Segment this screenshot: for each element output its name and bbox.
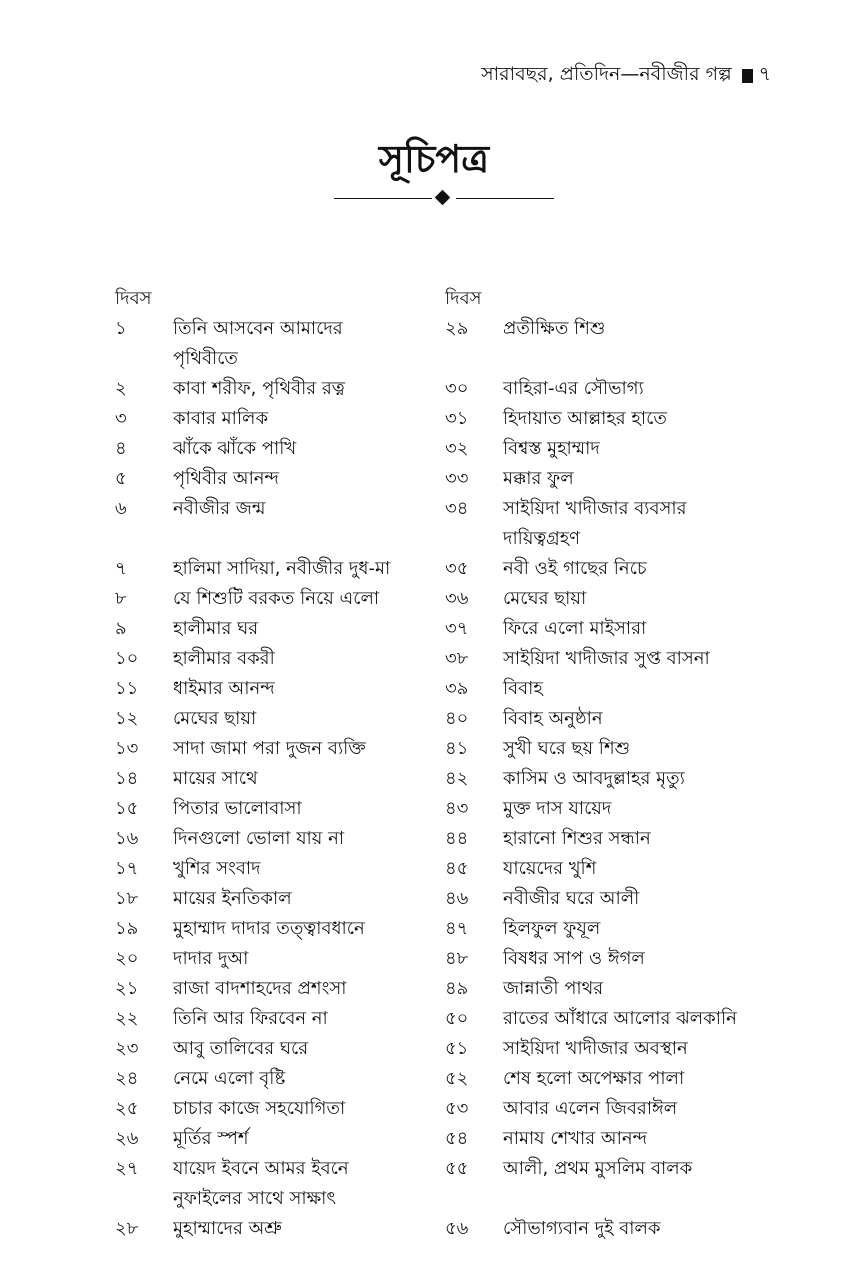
entry-title-line: দাদার দুআ [173, 948, 249, 969]
entry-title-line: সৌভাগ্যবান দুই বালক [503, 1218, 661, 1239]
entry-title [503, 1064, 775, 1094]
toc-entry [445, 1064, 775, 1094]
entry-title-line: হিদায়াত আল্লাহর হাতে [503, 408, 667, 429]
entry-title-line: সুখী ঘরে ছয় শিশু [503, 738, 631, 759]
toc-entry [115, 374, 445, 404]
toc-entry [445, 374, 775, 404]
entry-day-number: ১৯ [115, 918, 139, 939]
entry-title [503, 494, 775, 554]
entry-title-line: সাইয়িদা খাদীজার অবস্থান [503, 1038, 688, 1059]
entry-day-number: ১ [115, 318, 127, 339]
entry-day-number: ৫০ [445, 1008, 469, 1029]
entry-day-number: ৩৩ [445, 468, 469, 489]
running-title: সারাবছর, প্রতিদিন—নবীজীর গল্প [481, 63, 732, 85]
entry-day-number: ৩৫ [445, 558, 469, 579]
entry-title [503, 974, 775, 1004]
entry-title-line: মুহাম্মাদের অশ্রু [173, 1218, 282, 1239]
entry-title-line: ঝাঁকে ঝাঁকে পাখি [173, 438, 297, 459]
entry-day-number: ২৪ [115, 1068, 139, 1089]
entry-title-line: ফিরে এলো মাইসারা [503, 618, 647, 639]
page-title: সূচিপত্র [378, 137, 490, 181]
entry-day-number: ৭ [115, 558, 127, 579]
entry-title [503, 614, 775, 644]
entry-title [503, 704, 775, 734]
entry-title-line: শেষ হলো অপেক্ষার পালা [503, 1068, 685, 1089]
diamond-icon [435, 190, 451, 206]
toc-entry [115, 1154, 445, 1214]
entry-day-number: ৪৬ [445, 888, 469, 909]
page-number: ৭ [758, 63, 771, 85]
entry-day-number: ৩২ [445, 438, 469, 459]
toc-entry [115, 734, 445, 764]
title-ornament [334, 190, 554, 206]
toc-entry-list [115, 314, 445, 1244]
entry-day-number: ২৫ [115, 1098, 139, 1119]
entry-day-number: ১২ [115, 708, 139, 729]
entry-title [503, 764, 775, 794]
entry-title-line [503, 1184, 775, 1214]
entry-title-line: মায়ের সাথে [173, 768, 258, 789]
entry-title-line: পিতার ভালোবাসা [173, 798, 302, 819]
entry-day-number: ২৬ [115, 1128, 139, 1149]
entry-day-number: ৪৫ [445, 858, 469, 879]
entry-title-line: বিবাহ [503, 678, 543, 699]
entry-day-number: ১৪ [115, 768, 139, 789]
toc-entry [115, 464, 445, 494]
entry-title-line: প্রতীক্ষিত শিশু [503, 318, 606, 339]
toc-entry [445, 794, 775, 824]
toc-entry [445, 824, 775, 854]
toc-entry [115, 644, 445, 674]
entry-title [503, 1034, 775, 1064]
entry-day-number: ১৫ [115, 798, 139, 819]
entry-title-line: মুক্ত দাস যায়েদ [503, 798, 612, 819]
entry-title [173, 374, 445, 404]
ornament-rule-right [456, 198, 554, 199]
toc-entry [115, 674, 445, 704]
toc-entry [445, 914, 775, 944]
entry-title-line: হালীমার বকরী [173, 648, 275, 669]
entry-day-number: ১৮ [115, 888, 139, 909]
toc-entry [445, 554, 775, 584]
toc-entry [115, 554, 445, 584]
toc-entry [445, 1004, 775, 1034]
entry-day-number: ২৭ [115, 1158, 139, 1179]
entry-title [503, 734, 775, 764]
entry-title-line: তিনি আর ফিরবেন না [173, 1008, 328, 1029]
entry-title [173, 1094, 445, 1124]
toc-entry [115, 494, 445, 554]
entry-day-number: ৯ [115, 618, 127, 639]
entry-day-number: ৫৬ [445, 1218, 469, 1239]
entry-title-line: মেঘের ছায়া [503, 588, 587, 609]
entry-day-number: ৩ [115, 408, 127, 429]
entry-day-number: ১০ [115, 648, 139, 669]
entry-title-line: যায়েদের খুশি [503, 858, 597, 879]
entry-day-number: ৫২ [445, 1068, 469, 1089]
entry-day-number: ৩০ [445, 378, 469, 399]
entry-title-line [173, 524, 445, 554]
entry-title-line: জান্নাতী পাথর [503, 978, 604, 999]
entry-day-number: ৩৯ [445, 678, 469, 699]
toc-entry [115, 1094, 445, 1124]
entry-title-line: বিবাহ অনুষ্ঠান [503, 708, 603, 729]
entry-title-line [503, 344, 775, 374]
entry-day-number: ২৩ [115, 1038, 139, 1059]
entry-title [503, 644, 775, 674]
entry-title-line: কাবা শরীফ, পৃথিবীর রত্ন [173, 378, 345, 399]
toc-entry [115, 404, 445, 434]
entry-title [173, 404, 445, 434]
entry-title [503, 854, 775, 884]
entry-title [503, 584, 775, 614]
entry-title [503, 1154, 775, 1214]
entry-day-number: ১১ [115, 678, 139, 699]
entry-day-number: ৩৪ [445, 498, 469, 519]
entry-day-number: ২২ [115, 1008, 139, 1029]
toc-entry [445, 704, 775, 734]
entry-title [173, 824, 445, 854]
toc-entry [445, 404, 775, 434]
entry-title [173, 1034, 445, 1064]
entry-day-number: ২৯ [445, 318, 469, 339]
entry-day-number: ৩৬ [445, 588, 469, 609]
entry-title [173, 554, 445, 584]
toc-entry [115, 1124, 445, 1154]
toc-entry [115, 914, 445, 944]
entry-title-line: সাইয়িদা খাদীজার সুপ্ত বাসনা [503, 648, 710, 669]
entry-day-number: ২১ [115, 978, 139, 999]
toc-entry [445, 674, 775, 704]
entry-title [503, 1124, 775, 1154]
entry-title-line: হালিমা সাদিয়া, নবীজীর দুধ-মা [173, 558, 391, 579]
entry-day-number: ৪৩ [445, 798, 469, 819]
toc-entry [115, 1214, 445, 1244]
entry-title [173, 794, 445, 824]
entry-title [173, 974, 445, 1004]
toc-entry [115, 884, 445, 914]
entry-title-line: তিনি আসবেন আমাদের [173, 318, 343, 339]
toc-entry [115, 1034, 445, 1064]
entry-day-number: ৪ [115, 438, 127, 459]
entry-title-line: ধাইমার আনন্দ [173, 678, 275, 699]
ornament-rule-left [334, 198, 432, 199]
entry-title-line: মক্কার ফুল [503, 468, 574, 489]
entry-title [173, 704, 445, 734]
toc-entry [115, 794, 445, 824]
entry-title-line: চাচার কাজে সহযোগিতা [173, 1098, 346, 1119]
toc-column-left [115, 284, 445, 1244]
toc-entry [445, 854, 775, 884]
entry-title [503, 314, 775, 374]
entry-day-number: ৪২ [445, 768, 469, 789]
entry-day-number: ২৮ [115, 1218, 139, 1239]
entry-day-number: ৫৩ [445, 1098, 469, 1119]
entry-title [503, 374, 775, 404]
entry-title [503, 674, 775, 704]
entry-title-line: নামায শেখার আনন্দ [503, 1128, 648, 1149]
entry-title-line: পৃথিবীর আনন্দ [173, 468, 279, 489]
entry-title [173, 674, 445, 704]
entry-title [503, 554, 775, 584]
entry-day-number: ৫১ [445, 1038, 469, 1059]
entry-title-line: দিনগুলো ভোলা যায় না [173, 828, 345, 849]
entry-title [173, 1214, 445, 1244]
entry-title [173, 884, 445, 914]
entry-title [173, 764, 445, 794]
entry-day-number: ২০ [115, 948, 139, 969]
entry-title [503, 944, 775, 974]
entry-title [173, 1064, 445, 1094]
column-heading: দিবস [445, 288, 482, 309]
toc-entry [445, 1124, 775, 1154]
entry-day-number: ৪৯ [445, 978, 469, 999]
toc-entry [445, 944, 775, 974]
entry-day-number: ৪৮ [445, 948, 469, 969]
entry-title [503, 914, 775, 944]
entry-title-line: কাসিম ও আবদুল্লাহর মৃত্যু [503, 768, 685, 789]
entry-title-line: মুহাম্মাদ দাদার তত্ত্বাবধানে [173, 918, 365, 939]
toc-entry [445, 734, 775, 764]
entry-title [173, 1004, 445, 1034]
toc-entry [115, 854, 445, 884]
entry-title-line: মায়ের ইনতিকাল [173, 888, 292, 909]
toc-entry [115, 314, 445, 374]
entry-title-line: সাদা জামা পরা দুজন ব্যক্তি [173, 738, 366, 759]
entry-title-line: আবু তালিবের ঘরে [173, 1038, 309, 1059]
entry-title [173, 584, 445, 614]
toc-column-right [445, 284, 775, 1244]
entry-title [173, 944, 445, 974]
toc-entry [115, 1004, 445, 1034]
toc-entry [115, 824, 445, 854]
entry-title [503, 1214, 775, 1244]
toc-entry [445, 494, 775, 554]
entry-title-line: রাজা বাদশাহদের প্রশংসা [173, 978, 347, 999]
entry-title [173, 614, 445, 644]
entry-title [173, 854, 445, 884]
entry-day-number: ৩১ [445, 408, 469, 429]
toc-entry [445, 584, 775, 614]
entry-title-line: নবী ওই গাছের নিচে [503, 558, 647, 579]
column-heading: দিবস [115, 288, 152, 309]
entry-title [503, 404, 775, 434]
entry-day-number: ৬ [115, 498, 127, 519]
entry-title-line: বিশ্বস্ত মুহাম্মাদ [503, 438, 600, 459]
entry-title-line: হিলফুল ফুযূল [503, 918, 601, 939]
toc-entry [445, 464, 775, 494]
entry-day-number: ৩৮ [445, 648, 469, 669]
entry-title-line: নবীজীর ঘরে আলী [503, 888, 640, 909]
toc-entry [115, 1064, 445, 1094]
entry-day-number: ৪০ [445, 708, 469, 729]
entry-title [503, 434, 775, 464]
entry-day-number: ২ [115, 378, 127, 399]
entry-title-line: রাতের আঁধারে আলোর ঝলকানি [503, 1008, 737, 1029]
toc-entry [115, 704, 445, 734]
entry-title-line: বাহিরা-এর সৌভাগ্য [503, 378, 644, 399]
entry-title [503, 794, 775, 824]
toc-entry [115, 944, 445, 974]
toc-entry [445, 614, 775, 644]
entry-title-line: দায়িত্বগ্রহণ [503, 528, 581, 549]
entry-title-line: মেঘের ছায়া [173, 708, 257, 729]
entry-title [503, 464, 775, 494]
entry-day-number: ৪১ [445, 738, 469, 759]
entry-title-line: হারানো শিশুর সন্ধান [503, 828, 651, 849]
toc-entry [115, 584, 445, 614]
entry-title [173, 1154, 445, 1214]
entry-title [503, 1094, 775, 1124]
entry-day-number: ৪৪ [445, 828, 469, 849]
toc-entry [445, 314, 775, 374]
entry-title-line: খুশির সংবাদ [173, 858, 261, 879]
entry-title-line: আলী, প্রথম মুসলিম বালক [503, 1158, 693, 1179]
entry-title [173, 644, 445, 674]
running-header [481, 60, 771, 92]
toc-entry [445, 884, 775, 914]
entry-title-line: যায়েদ ইবনে আমর ইবনে [173, 1158, 349, 1179]
entry-day-number: ১৬ [115, 828, 139, 849]
entry-title [503, 884, 775, 914]
entry-day-number: ৫ [115, 468, 127, 489]
toc-entry [445, 1154, 775, 1214]
entry-title-line: সাইয়িদা খাদীজার ব্যবসার [503, 498, 687, 519]
entry-title [173, 734, 445, 764]
entry-title [503, 824, 775, 854]
toc-entry [115, 764, 445, 794]
entry-day-number: ৪৭ [445, 918, 469, 939]
entry-title [173, 314, 445, 374]
toc-entry [445, 974, 775, 1004]
entry-day-number: ৫৪ [445, 1128, 469, 1149]
entry-title-line: মূর্তির স্পর্শ [173, 1128, 249, 1149]
toc-entry [445, 644, 775, 674]
entry-title [503, 1004, 775, 1034]
entry-title-line: বিষধর সাপ ও ঈগল [503, 948, 645, 969]
entry-day-number: ১৩ [115, 738, 139, 759]
entry-title-line: হালীমার ঘর [173, 618, 259, 639]
entry-title [173, 434, 445, 464]
toc-entry [115, 434, 445, 464]
toc-entry [115, 614, 445, 644]
entry-day-number: ৮ [115, 588, 127, 609]
square-bullet-icon [742, 69, 753, 83]
entry-title [173, 1124, 445, 1154]
entry-title-line: যে শিশুটি বরকত নিয়ে এলো [173, 588, 380, 609]
entry-title-line: নবীজীর জন্ম [173, 498, 266, 519]
entry-title-line: নুফাইলের সাথে সাক্ষাৎ [173, 1188, 337, 1209]
entry-title [173, 914, 445, 944]
toc-entry [445, 1094, 775, 1124]
entry-day-number: ৩৭ [445, 618, 469, 639]
toc-entry [445, 1034, 775, 1064]
toc-entry [445, 434, 775, 464]
entry-day-number: ১৭ [115, 858, 139, 879]
entry-title-line: আবার এলেন জিবরাঈল [503, 1098, 678, 1119]
entry-title-line: পৃথিবীতে [173, 348, 238, 369]
entry-title-line: নেমে এলো বৃষ্টি [173, 1068, 286, 1089]
toc-entry-list [445, 314, 775, 1244]
toc-entry [115, 974, 445, 1004]
entry-title [173, 464, 445, 494]
toc-entry [445, 764, 775, 794]
toc-entry [445, 1214, 775, 1244]
entry-title-line: কাবার মালিক [173, 408, 269, 429]
entry-day-number: ৫৫ [445, 1158, 469, 1179]
entry-title [173, 494, 445, 554]
